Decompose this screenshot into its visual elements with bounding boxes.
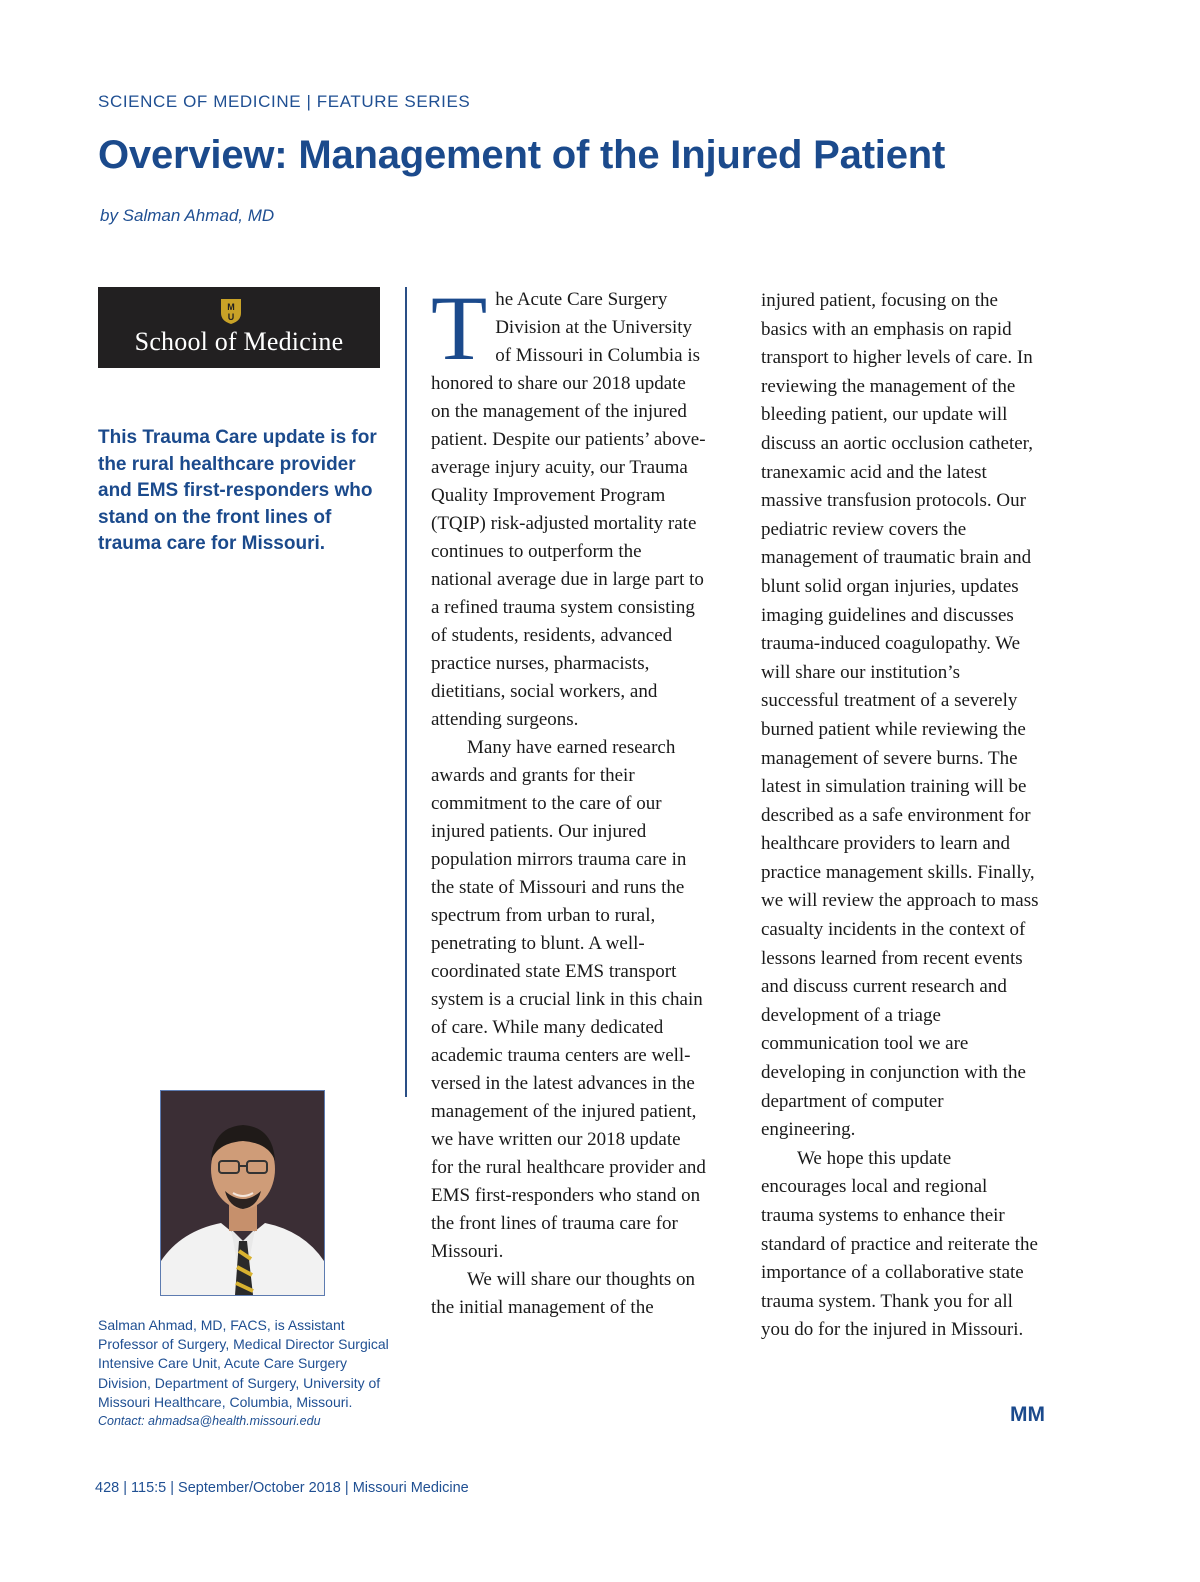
author-bio: Salman Ahmad, MD, FACS, is Assistant Professor of Surgery, Medical Director Surgical Intensive Care Unit, Acute Care Surgery Division, Department of Surgery, University of Missouri Healthcare, Columbia, Missouri. (98, 1317, 389, 1410)
school-of-medicine-logo (98, 287, 380, 368)
paragraph-3-continued: injured patient, focusing on the basics with an emphasis on rapid transport to higher levels of care. In reviewing the management of the bleeding patient, our update will discuss an aortic occlusion catheter, tranexamic acid and the latest massive transfusion protocols. Our pediatric review covers the management of traumatic brain and blunt solid organ injuries, updates imaging guidelines and discusses trauma-induced coagulopathy. We will share our institution’s successful treatment of a severely burned patient while reviewing the management of severe burns. The latest in simulation training will be described as a safe environment for healthcare providers to learn and practice management skills. Finally, we will review the approach to mass casualty incidents in the context of lessons learned from recent events and discuss current research and development of a triage communication tool we are developing in conjunction with the department of computer engineering. (761, 290, 1039, 1141)
author-portrait-icon (161, 1091, 324, 1295)
byline: by Salman Ahmad, MD (100, 206, 275, 225)
author-caption (98, 1316, 403, 1431)
section-kicker: SCIENCE OF MEDICINE | FEATURE SERIES (98, 92, 471, 111)
paragraph-4: We hope this update encourages local and regional trauma systems to enhance their standard of practice and reiterate the importance of a collaborative state trauma system. Thank you for all you do for the injured in Missouri. (761, 1147, 1038, 1341)
pull-quote: This Trauma Care update is for the rural healthcare provider and EMS first-responders who stand on the front lines of trauma care for Missouri. (98, 427, 377, 555)
page-footer: 428 | 115:5 | September/October 2018 | Missouri Medicine (95, 1480, 469, 1496)
svg-text:M: M (227, 302, 235, 312)
column-divider (405, 287, 407, 1097)
author-contact: Contact: ahmadsa@health.missouri.edu (98, 1414, 321, 1429)
paragraph-1 (431, 277, 706, 734)
article-column-1 (431, 277, 706, 1322)
author-photo (160, 1090, 325, 1296)
article-column-2 (761, 287, 1041, 1345)
logo-text: School of Medicine (134, 327, 344, 356)
paragraph-3-start: We will share our thoughts on the initial management of the (431, 1269, 696, 1318)
paragraph-2: Many have earned research awards and grants for their commitment to the care of our injured patients. Our injured population mirrors trauma care in the state of Missouri and runs the spectrum from urban to rural, penetrating to blunt. A well-coordinated state EMS transport system is a crucial link in this chain of care. While many dedicated academic trauma centers are well-versed in the latest advances in the management of the injured patient, we have written our 2018 update for the rural healthcare provider and EMS first-responders who stand on the front lines of trauma care for Missouri. (431, 737, 706, 1262)
svg-text:U: U (227, 312, 235, 322)
paragraph-1-text: he Acute Care Surgery Division at the University of Missouri in Columbia is honored to share our 2018 update on the management of the injured patient. Despite our patients’ above-average injury acuity, our Trauma Quality Improvement Program (TQIP) risk-adjusted mortality rate continues to outperform the national average due in large part to a refined trauma system consisting of students, residents, advanced practice nurses, pharmacists, dietitians, social workers, and attending surgeons. (431, 289, 706, 730)
page-title: Overview: Management of the Injured Patient (98, 133, 946, 177)
drop-cap: T (431, 277, 488, 379)
end-mark: MM (1010, 1403, 1045, 1426)
mu-shield-icon (219, 297, 243, 325)
